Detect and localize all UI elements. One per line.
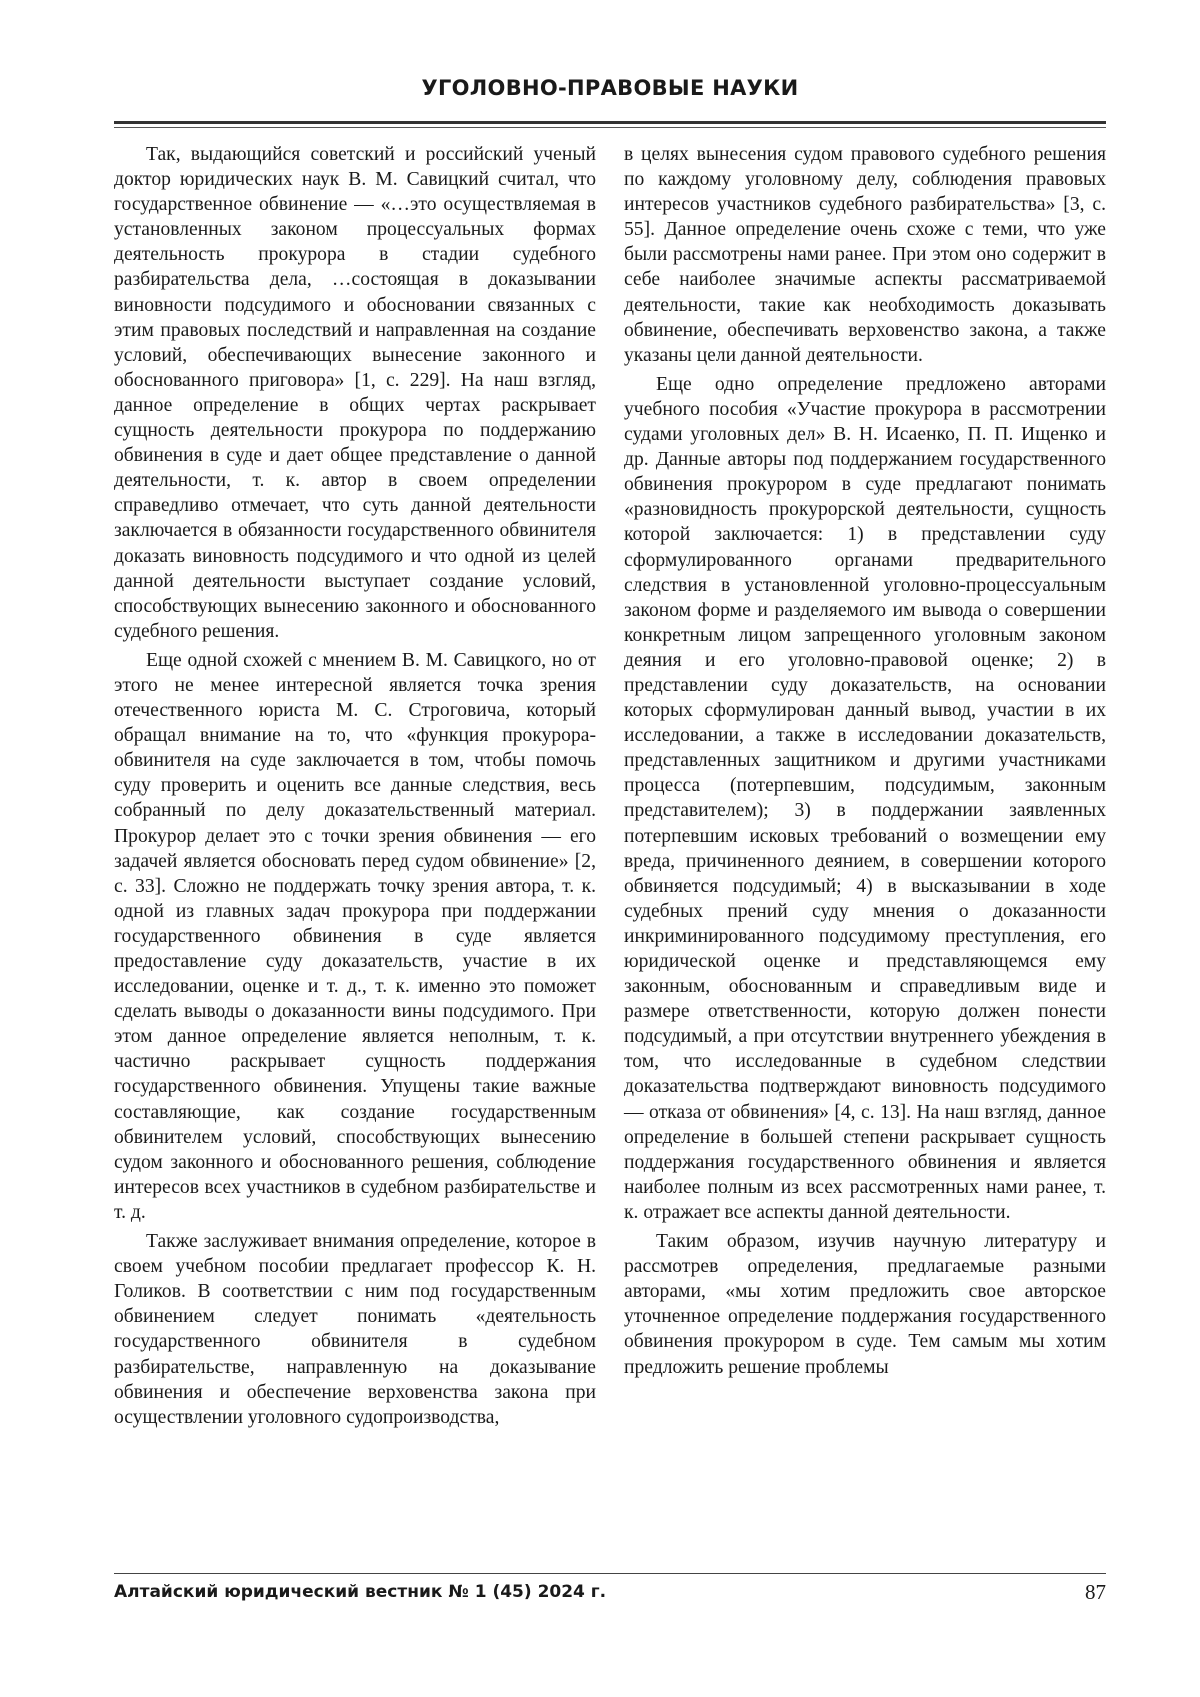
- paragraph: Еще одно определение предложено авторами учебного пособия «Участие прокурора в рассмотрении судами уголовных дел» В. Н. Исаенко, П. П. Ищенко и др. Данные авторы под поддержанием государственного обвинения прокурором в суде предлагают понимать «разновидность прокурорской деятельности, сущность которой заключается: 1) в представлении суду сформулированного органами предварительного следствия в установленной уголовно-процессуальным законом форме и разделяемого им вывода о совершении конкретным лицом запрещенного уголовным законом деяния и его уголовно-правовой оценке; 2) в представлении суду доказательств, на основании которых сформулирован данный вывод, участии в их исследовании, а также в исследовании доказательств, представленных защитником и другими участниками процесса (потерпевшим, подсудимым, законным представителем); 3) в поддержании заявленных потерпевшим исковых требований о возмещении ему вреда, причиненного деянием, в совершении которого обвиняется подсудимый; 4) в высказывании в ходе судебных прений суду мнения о доказанности инкриминированного подсудимому преступления, его юридической оценке и представляющемся ему законным, обоснованным и справедливым виде и размере ответственности, которую должен понести подсудимый, а при отсутствии внутреннего убеждения в том, что исследованные в судебном следствии доказательства подтверждают виновность подсудимого — отказа от обвинения» [4, с. 13]. На наш взгляд, данное определение в большей степени раскрывает сущность поддержания государственного обвинения и является наиболее полным из всех рассмотренных нами ранее, т. к. отражает все аспекты данной деятельности.: [624, 373, 1106, 1223]
- page-number: 87: [1085, 1580, 1106, 1604]
- paragraph: Так, выдающийся советский и российский ученый доктор юридических наук В. М. Савицкий считал, что государственное обвинение — «…это осуществляемая в установленных законом процессуальных формах деятельность прокурора в стадии судебного разбирательства дела, …состоящая в доказывании виновности подсудимого и обосновании связанных с этим правовых последствий и направленная на создание условий, обеспечивающих вынесение законного и обоснованного приговора» [1, с. 229]. На наш взгляд, данное определение в общих чертах раскрывает сущность деятельности прокурора по поддержанию обвинения в суде и дает общее представление о данной деятельности, т. к. автор в своем определении справедливо отмечает, что суть данной деятельности заключается в обязанности государственного обвинителя доказать виновность подсудимого и что одной из целей данной деятельности выступает создание условий, способствующих вынесению законного и обоснованного судебного решения.: [114, 144, 596, 642]
- paragraph: Еще одной схожей с мнением В. М. Савицкого, но от этого не менее интересной является точка зрения отечественного юриста М. С. Строговича, который обращал внимание на то, что «функция прокурора-обвинителя на суде заключается в том, чтобы помочь суду проверить и оценить все данные следствия, весь собранный по делу доказательственный материал. Прокурор делает это с точки зрения обвинения — его задачей является обосновать перед судом обвинение» [2, с. 33]. Сложно не поддержать точку зрения автора, т. к. одной из главных задач прокурора при поддержании государственного обвинения в суде является предоставление суду доказательств, участие в их исследовании, оценке и т. д., т. к. именно это поможет сделать выводы о доказанности вины подсудимого. При этом данное определение является неполным, т. к. частично раскрывает сущность поддержания государственного обвинения. Упущены такие важные составляющие, как создание государственным обвинителем условий, способствующих вынесению судом законного и обоснованного решения, соблюдение интересов всех участников в судебном разбирательстве и т. д.: [114, 649, 596, 1223]
- section-title: УГОЛОВНО-ПРАВОВЫЕ НАУКИ: [421, 76, 799, 100]
- header-divider-thin: [114, 127, 1106, 128]
- paragraph-continuation: в целях вынесения судом правового судебного решения по каждому уголовному делу, соблюдения правовых интересов участников судебного разбирательства» [3, с. 55]. Данное определение очень схоже с теми, что уже были рассмотрены нами ранее. При этом оно содержит в себе наиболее значимые аспекты рассматриваемой деятельности, такие как необходимость доказывать обвинение, обеспечивать верховенство закона, а также указаны цели данной деятельности.: [624, 144, 1106, 366]
- journal-title: Алтайский юридический вестник № 1 (45) 2024 г.: [114, 1582, 607, 1602]
- footer-divider: [114, 1573, 1106, 1574]
- paragraph: Также заслуживает внимания определение, которое в своем учебном пособии предлагает профессор К. Н. Голиков. В соответствии с ним под государственным обвинением следует понимать «деятельность государственного обвинителя в судебном разбирательстве, направленную на доказывание обвинения и обеспечение верховенства закона при осуществлении уголовного судопроизводства,: [114, 1231, 596, 1428]
- left-column: [114, 142, 596, 1434]
- header-divider-thick: [114, 121, 1106, 124]
- right-column: [624, 142, 1106, 1384]
- paragraph: Таким образом, изучив научную литературу и рассмотрев определения, предлагаемые разными авторами, «мы хотим предложить свое авторское уточненное определение поддержания государственного обвинения прокурором в суде. Тем самым мы хотим предложить решение проблемы: [624, 1231, 1106, 1378]
